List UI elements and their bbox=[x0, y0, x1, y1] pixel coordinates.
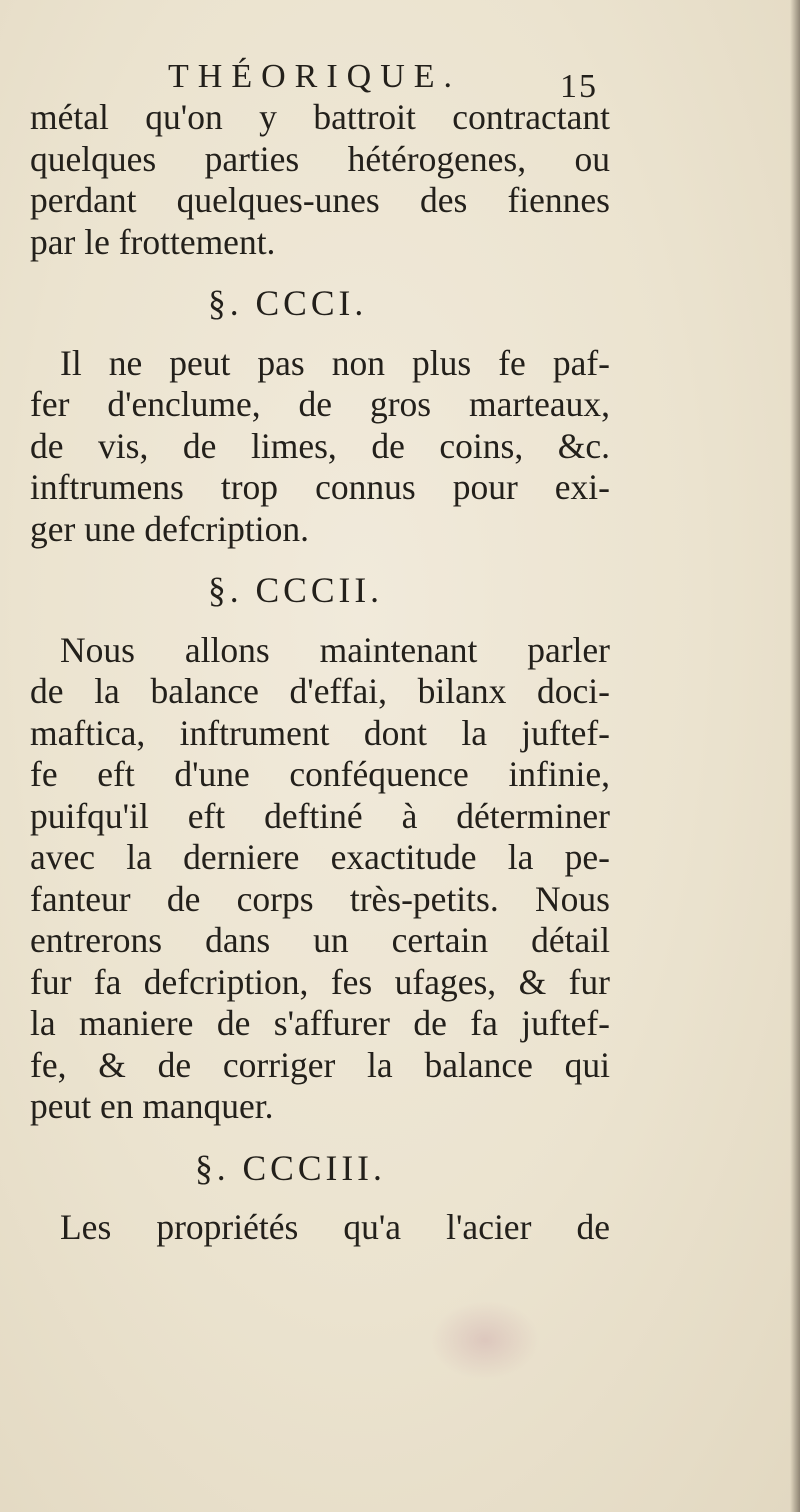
text-line: métal qu'on y battroit contractant bbox=[30, 97, 610, 137]
running-title: THÉORIQUE. bbox=[168, 58, 462, 95]
text-line: inftrumens trop connus pour exi- bbox=[30, 467, 610, 507]
text-line: de la balance d'effai, bilanx doci- bbox=[30, 671, 610, 711]
text-line: fe, & de corriger la balance qui bbox=[30, 1044, 610, 1085]
paragraph-continuation bbox=[30, 97, 610, 263]
text-line: maftica, inftrument dont la juftef- bbox=[30, 712, 610, 753]
body-text bbox=[30, 97, 610, 1249]
text-line: quelques parties hétérogenes, ou bbox=[30, 138, 610, 179]
text-line: fur fa defcription, fes ufages, & fur bbox=[30, 961, 610, 1002]
section-302 bbox=[30, 570, 610, 1128]
section-301 bbox=[30, 283, 610, 550]
text-line: peut en manquer. bbox=[30, 1086, 274, 1126]
text-line: Il ne peut pas non plus fe paf- bbox=[60, 342, 610, 383]
text-line: avec la derniere exactitude la pe- bbox=[30, 837, 610, 877]
paper-stain bbox=[430, 1300, 540, 1380]
text-line: puifqu'il eft deftiné à déterminer bbox=[30, 795, 610, 836]
text-line: fanteur de corps très-petits. Nous bbox=[30, 878, 610, 919]
text-line: par le frottement. bbox=[30, 221, 276, 262]
page-number: 15 bbox=[560, 68, 598, 105]
text-line: ger une defcription. bbox=[30, 508, 309, 549]
section-heading: §. CCCI. bbox=[208, 283, 368, 323]
text-line: Nous allons maintenant parler bbox=[60, 629, 610, 670]
text-line: perdant quelques-unes des fiennes bbox=[30, 180, 610, 220]
section-heading: §. CCCIII. bbox=[195, 1147, 386, 1188]
text-line: la maniere de s'affurer de fa juftef- bbox=[30, 1003, 610, 1043]
text-line: fer d'enclume, de gros marteaux, bbox=[30, 384, 610, 424]
section-heading: §. CCCII. bbox=[208, 570, 384, 610]
text-line: entrerons dans un certain détail bbox=[30, 920, 610, 960]
text-line: de vis, de limes, de coins, &c. bbox=[30, 425, 610, 466]
page-gutter-shadow bbox=[790, 0, 800, 1512]
section-303 bbox=[30, 1148, 610, 1249]
text-line: Les propriétés qu'a l'acier de bbox=[60, 1207, 610, 1247]
text-line: fe eft d'une conféquence infinie, bbox=[30, 754, 610, 794]
